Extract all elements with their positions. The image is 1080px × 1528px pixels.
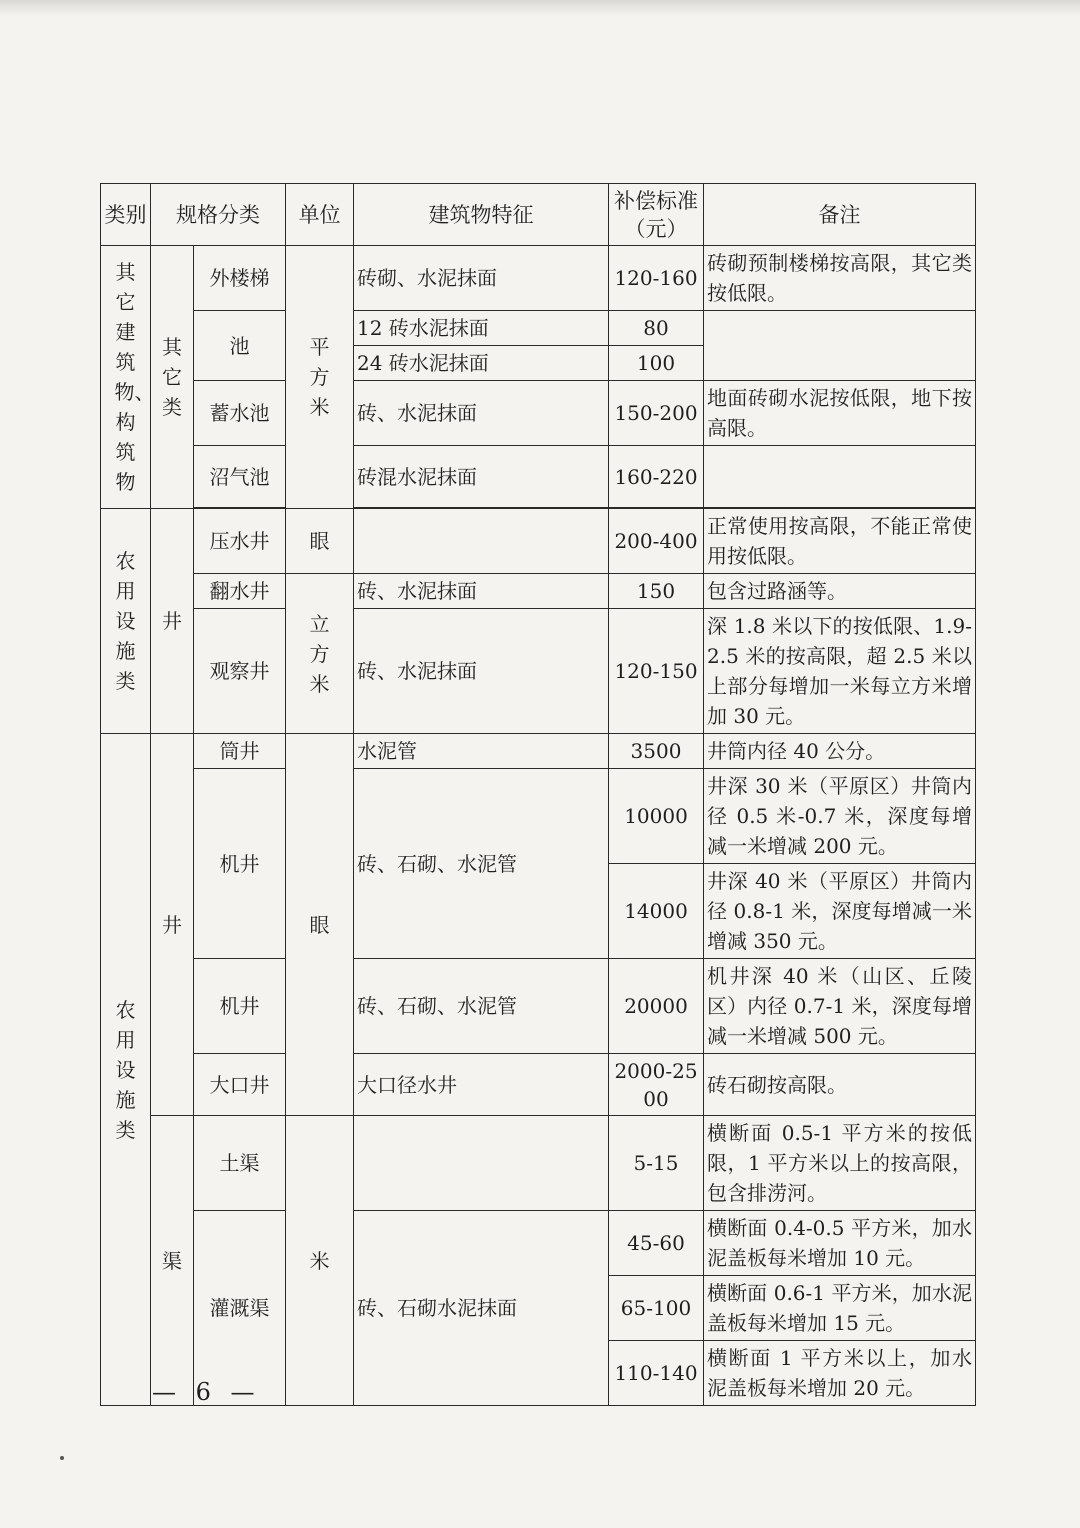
note-cell: 横断面 1 平方米以上，加水泥盖板每米增加 20 元。 [704,1341,976,1406]
standard-cell: 5-15 [609,1116,704,1211]
item-name: 机井 [194,959,286,1054]
item-name: 池 [194,311,286,381]
standard-cell: 14000 [609,864,704,959]
feature-cell [354,1116,609,1211]
category-label: 其它建筑物、构筑物 [114,260,155,494]
subcategory-cell: 井 [151,509,194,734]
note-cell [704,446,976,508]
table-row [101,1054,976,1116]
table-row [101,446,976,508]
note-cell: 深 1.8 米以下的按低限、1.9-2.5 米的按高限，超 2.5 米以上部分每增加一米每立方米增加 30 元。 [704,609,976,734]
feature-cell: 砖、石砌水泥抹面 [354,1211,609,1406]
feature-cell: 砖混水泥抹面 [354,446,609,508]
subcategory-cell: 渠 [151,1116,194,1406]
note-cell: 地面砖砌水泥按低限，地下按高限。 [704,381,976,446]
feature-cell: 大口径水井 [354,1054,609,1116]
standard-cell: 10000 [609,769,704,864]
feature-cell [354,509,609,574]
item-name: 沼气池 [194,446,286,508]
item-name: 机井 [194,769,286,959]
category-cell [101,509,151,734]
table-row [101,574,976,609]
standard-cell: 120-150 [609,609,704,734]
table-row [101,734,976,769]
standard-cell: 120-160 [609,246,704,311]
item-name: 灌溉渠 [194,1211,286,1406]
table-row [101,959,976,1054]
header-note: 备注 [704,184,976,246]
standard-cell: 3500 [609,734,704,769]
item-name: 大口井 [194,1054,286,1116]
category-label: 农用设施类 [115,997,136,1142]
note-cell: 砖石砌按高限。 [704,1054,976,1116]
feature-cell: 24 砖水泥抹面 [354,346,609,381]
note-cell: 井筒内径 40 公分。 [704,734,976,769]
unit-cell: 米 [286,1116,354,1406]
header-spec: 规格分类 [151,184,286,246]
category-cell [101,246,155,509]
unit-cell [286,246,354,509]
table-row [101,246,976,311]
unit-cell: 眼 [286,734,354,1116]
standard-cell: 160-220 [609,446,704,508]
compensation-table [100,183,976,1406]
header-feature: 建筑物特征 [354,184,609,246]
item-name: 筒井 [194,734,286,769]
standard-cell: 150 [609,574,704,609]
unit-cell: 眼 [286,509,354,574]
note-cell: 正常使用按高限，不能正常使用按低限。 [704,509,976,574]
feature-cell: 砖、石砌、水泥管 [354,769,609,959]
item-name: 土渠 [194,1116,286,1211]
scan-top-shadow [0,0,1080,16]
unit-cell [286,574,354,734]
note-cell: 包含过路涵等。 [704,574,976,609]
item-name: 观察井 [194,609,286,734]
note-cell: 井深 40 米（平原区）井筒内径 0.8-1 米，深度每增减一米增减 350 元。 [704,864,976,959]
feature-cell: 砖、水泥抹面 [354,609,609,734]
item-name: 翻水井 [194,574,286,609]
note-cell: 井深 30 米（平原区）井筒内径 0.5 米-0.7 米，深度每增减一米增减 200 元。 [704,769,976,864]
table-row [101,1116,976,1211]
table-row [101,1211,976,1276]
unit-label: 立方米 [309,611,330,696]
compensation-table-container [100,183,975,1406]
item-name: 外楼梯 [194,246,286,311]
header-unit: 单位 [286,184,354,246]
feature-cell: 砖、水泥抹面 [354,381,609,446]
subcategory-cell [151,246,194,509]
table-row [101,381,976,446]
subcategory-label: 其它类 [162,335,182,419]
page-number: — 6 — [152,1378,261,1406]
item-name: 蓄水池 [194,381,286,446]
feature-cell: 砖、石砌、水泥管 [354,959,609,1054]
standard-cell: 150-200 [609,381,704,446]
table-row [101,769,976,864]
table-row [101,609,976,734]
standard-cell: 200-400 [609,509,704,574]
header-category: 类别 [101,184,151,246]
standard-cell: 45-60 [609,1211,704,1276]
feature-cell: 12 砖水泥抹面 [354,311,609,346]
subcategory-cell: 井 [151,734,194,1116]
standard-cell: 20000 [609,959,704,1054]
item-name: 压水井 [194,509,286,574]
feature-cell: 砖、水泥抹面 [354,574,609,609]
category-label: 农用设施类 [115,549,136,693]
note-cell: 横断面 0.4-0.5 平方米，加水泥盖板每米增加 10 元。 [704,1211,976,1276]
note-cell: 砖砌预制楼梯按高限，其它类按低限。 [704,246,976,311]
feature-cell: 水泥管 [354,734,609,769]
standard-cell: 65-100 [609,1276,704,1341]
note-cell: 横断面 0.6-1 平方米，加水泥盖板每米增加 15 元。 [704,1276,976,1341]
unit-label: 平方米 [309,335,330,419]
note-cell: 横断面 0.5-1 平方米的按低限，1 平方米以上的按高限，包含排涝河。 [704,1116,976,1211]
scan-speck [60,1456,64,1460]
standard-cell: 80 [609,311,704,346]
table-row [101,311,976,346]
table-header-row [101,184,976,246]
header-standard: 补偿标准（元） [609,184,704,246]
feature-cell: 砖砌、水泥抹面 [354,246,609,311]
note-cell: 机井深 40 米（山区、丘陵区）内径 0.7-1 米，深度每增减一米增减 500 元。 [704,959,976,1054]
note-cell [704,311,976,381]
standard-cell: 100 [609,346,704,381]
standard-cell: 110-140 [609,1341,704,1406]
table-row [101,509,976,574]
category-cell [101,734,151,1406]
standard-cell: 2000-2500 [609,1054,704,1116]
